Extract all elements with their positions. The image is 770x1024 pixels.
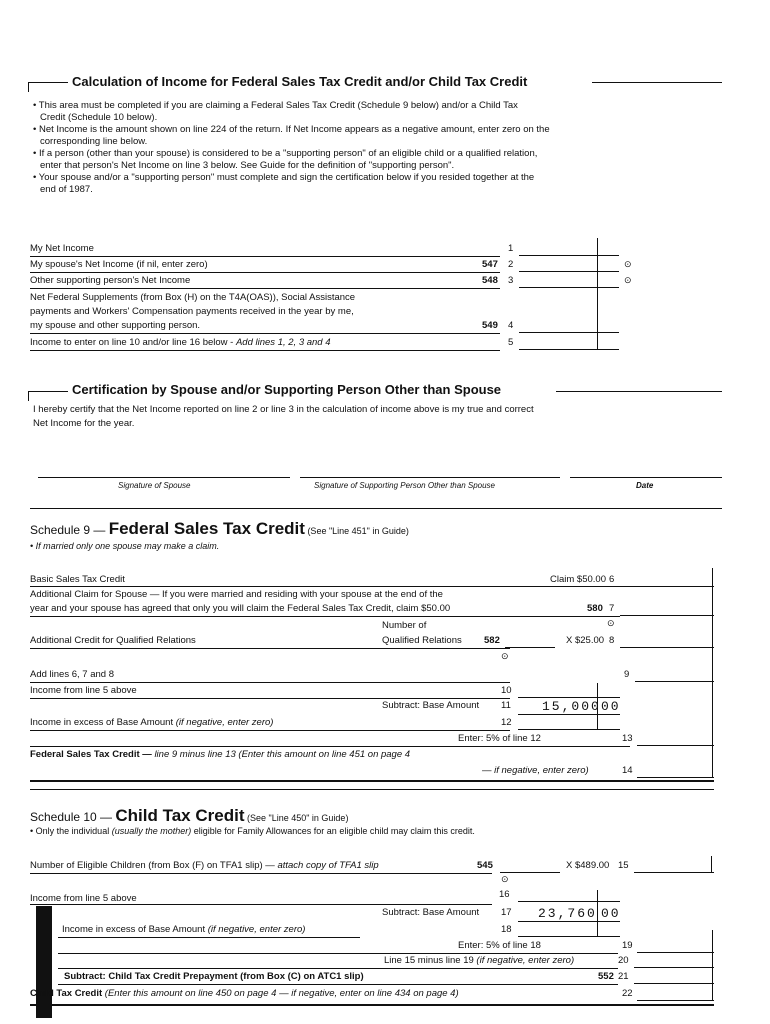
calc-bullet-4b: end of 1987. bbox=[40, 184, 93, 195]
s9-code-582: 582 bbox=[484, 635, 500, 646]
calc-frame-top-right bbox=[592, 82, 722, 83]
s10-x489: X $489.00 bbox=[566, 860, 610, 871]
s9-bottom-rule bbox=[30, 780, 714, 782]
s10-line16-field[interactable] bbox=[518, 901, 620, 902]
s9-addlines: Add lines 6, 7 and 8 bbox=[30, 669, 114, 680]
calc-line1-field[interactable] bbox=[519, 255, 619, 256]
calc-rule-5 bbox=[30, 350, 500, 351]
s10-income5: Income from line 5 above bbox=[30, 893, 137, 904]
s10-enter5: Enter: 5% of line 18 bbox=[458, 940, 541, 951]
calc-line4-code: 549 bbox=[482, 320, 498, 331]
calc-bullet-3: • If a person (other than your spouse) is considered to be a "supporting person" of an eligible child or a qualified relation, bbox=[33, 148, 538, 159]
calc-bullet-1: • This area must be completed if you are claiming a Federal Sales Tax Credit (Schedule 9 below) and/or a Child Tax bbox=[33, 100, 518, 111]
s10-line15-tick bbox=[711, 856, 712, 873]
cert-text-1: I hereby certify that the Net Income reported on line 2 or line 3 in the calculation of income above is my true and correct bbox=[33, 404, 534, 415]
s9-subtract: Subtract: Base Amount bbox=[382, 700, 480, 711]
s9-mark-7: ⊙ bbox=[607, 618, 615, 628]
date-caption: Date bbox=[636, 481, 654, 490]
s9-fstc bbox=[30, 749, 410, 761]
s10-rule-19 bbox=[58, 953, 618, 954]
s9-bottom-rule-2 bbox=[30, 789, 714, 790]
s9-code-580: 580 bbox=[587, 603, 603, 614]
sig-spouse-caption: Signature of Spouse bbox=[118, 481, 191, 490]
s10-right-border bbox=[712, 930, 713, 1001]
s10-rule-18 bbox=[58, 937, 360, 938]
s10-children-it: attach copy of TFA1 slip bbox=[277, 860, 379, 871]
s10-code-552: 552 bbox=[598, 971, 614, 982]
s10-n17: 17 bbox=[501, 907, 512, 918]
s10-note-tail: eligible for Family Allowances for an eligible child may claim this credit. bbox=[191, 826, 475, 836]
cert-frame-top-left bbox=[28, 391, 68, 392]
sig-other-caption: Signature of Supporting Person Other than Spouse bbox=[314, 481, 496, 490]
s10-heading bbox=[30, 806, 348, 826]
s10-line20-field[interactable] bbox=[634, 967, 714, 968]
s10-note-lead: • Only the individual bbox=[30, 826, 112, 836]
s10-children-field[interactable] bbox=[500, 872, 560, 873]
s10-children-lead: Number of Eligible Children (from Box (F) on TFA1 slip) — bbox=[30, 860, 278, 871]
calc-line4-label-b: payments and Workers' Compensation payments received in the year by me, bbox=[30, 306, 354, 317]
calc-bullet-4: • Your spouse and/or a "supporting person" must complete and sign the certification below if you resided together at the bbox=[33, 172, 535, 183]
calc-line4-num: 4 bbox=[508, 320, 514, 331]
cert-frame-top-right bbox=[556, 391, 722, 392]
s9-number-of: Number of bbox=[382, 620, 427, 631]
s10-black-bar bbox=[36, 906, 52, 1018]
s10-bottom-rule bbox=[30, 1004, 714, 1006]
s9-line8-field[interactable] bbox=[620, 647, 714, 648]
s9-n11: 11 bbox=[501, 700, 511, 711]
s10-n21: 21 bbox=[618, 971, 629, 982]
calc-line2-code: 547 bbox=[482, 259, 498, 270]
s9-line7-field[interactable] bbox=[620, 615, 714, 616]
s10-base-amount: 23,760 bbox=[538, 906, 597, 921]
s9-qualrel-field[interactable] bbox=[505, 647, 555, 648]
calc-line5-it: Add lines 1, 2, 3 and 4 bbox=[235, 337, 331, 348]
s9-rule-9 bbox=[30, 682, 510, 683]
s9-rule-12 bbox=[30, 730, 510, 731]
spouse-signature-field[interactable] bbox=[38, 477, 290, 478]
calc-line3-field[interactable] bbox=[519, 287, 619, 288]
s10-line22-field[interactable] bbox=[637, 1000, 714, 1001]
s10-n19: 19 bbox=[622, 940, 633, 951]
calc-rule-1 bbox=[30, 256, 500, 257]
s10-see: (See "Line 450" in Guide) bbox=[244, 813, 349, 823]
s9-rule-6 bbox=[30, 586, 620, 587]
s9-rule-10 bbox=[30, 698, 510, 699]
s9-cents-divider bbox=[597, 683, 598, 730]
s9-n7: 7 bbox=[609, 603, 615, 614]
s10-ctc-it: (Enter this amount on line 450 on page 4 — if negative, enter on line 434 on page 4) bbox=[104, 988, 459, 999]
s10-n16: 16 bbox=[499, 889, 510, 900]
calc-line3-num: 3 bbox=[508, 275, 514, 286]
cert-title: Certification by Spouse and/or Supporting Person Other than Spouse bbox=[72, 382, 502, 397]
cert-frame-left bbox=[28, 391, 29, 401]
s9-excess-lead: Income in excess of Base Amount bbox=[30, 717, 176, 728]
calc-line4-field[interactable] bbox=[519, 332, 619, 333]
s10-children bbox=[30, 860, 379, 872]
s9-qualrel: Qualified Relations bbox=[382, 635, 462, 646]
s10-cents-divider bbox=[597, 890, 598, 937]
s9-add-claim-1: Additional Claim for Spouse — If you were married and residing with your spouse at the end of the bbox=[30, 589, 443, 600]
calc-line4-label-c: my spouse and other supporting person. bbox=[30, 320, 201, 331]
s9-n12: 12 bbox=[501, 717, 512, 728]
calc-line5-num: 5 bbox=[508, 337, 514, 348]
s10-ctc bbox=[30, 988, 459, 1000]
calc-line5-field[interactable] bbox=[519, 349, 619, 350]
s9-line14-field[interactable] bbox=[637, 777, 714, 778]
s9-see: (See "Line 451" in Guide) bbox=[304, 526, 409, 536]
s9-addcredit-label: Additional Credit for Qualified Relations bbox=[30, 635, 196, 646]
s10-excess-lead: Income in excess of Base Amount bbox=[62, 924, 208, 935]
s9-right-border bbox=[712, 568, 713, 778]
date-field[interactable] bbox=[570, 477, 722, 478]
s10-rule-16 bbox=[30, 904, 492, 905]
s10-rule-15 bbox=[30, 873, 492, 874]
s9-line9-field[interactable] bbox=[635, 681, 714, 682]
s9-line6-field[interactable] bbox=[620, 586, 714, 587]
calc-line2-label: My spouse's Net Income (if nil, enter zero) bbox=[30, 259, 208, 270]
s10-rule-20 bbox=[58, 968, 618, 969]
s9-n9: 9 bbox=[624, 669, 630, 680]
s10-l15m bbox=[384, 955, 574, 967]
s10-base-cents: 00 bbox=[601, 906, 621, 921]
s9-base-cents: 00 bbox=[601, 699, 621, 714]
s9-fstc-it: line 9 minus line 13 (Enter this amount on line 451 on page 4 bbox=[154, 749, 411, 760]
s10-ctc-lead: Child Tax Credit bbox=[30, 988, 105, 999]
s9-n8: 8 bbox=[609, 635, 615, 646]
s9-excess bbox=[30, 717, 273, 729]
s9-claim: Claim $50.00 bbox=[550, 574, 606, 585]
s9-lead: Schedule 9 — bbox=[30, 523, 109, 537]
calc-line5-lead: Income to enter on line 10 and/or line 16 below - bbox=[30, 337, 236, 348]
calc-rule-4 bbox=[30, 333, 500, 334]
s10-line19-field[interactable] bbox=[637, 952, 714, 953]
s9-line13-field[interactable] bbox=[637, 745, 714, 746]
s9-line12-field[interactable] bbox=[518, 729, 620, 730]
calc-rule-2 bbox=[30, 272, 500, 273]
s10-l15m-it: (if negative, enter zero) bbox=[476, 955, 575, 966]
s9-n13: 13 bbox=[622, 733, 633, 744]
s9-rule-7 bbox=[30, 616, 620, 617]
s9-base-amount: 15,000 bbox=[542, 699, 601, 714]
s10-code-545: 545 bbox=[477, 860, 493, 871]
calc-line2-num: 2 bbox=[508, 259, 514, 270]
s10-line18-field[interactable] bbox=[518, 936, 620, 937]
calc-line2-field[interactable] bbox=[519, 271, 619, 272]
calc-title: Calculation of Income for Federal Sales Tax Credit and/or Child Tax Credit bbox=[72, 74, 528, 89]
calc-bullet-3b: enter that person's Net Income on line 3 below. See Guide for the definition of "supporting person". bbox=[40, 160, 455, 171]
s9-add-claim-2: year and your spouse has agreed that only you will claim the Federal Sales Tax Credit, claim $50.00 bbox=[30, 603, 451, 614]
calc-bullet-2b: corresponding line below. bbox=[40, 136, 148, 147]
s10-line15-field[interactable] bbox=[634, 872, 714, 873]
s9-note: • If married only one spouse may make a claim. bbox=[30, 541, 220, 551]
calc-frame-top-left bbox=[28, 82, 68, 83]
calc-rule-3 bbox=[30, 288, 500, 289]
s10-title: Child Tax Credit bbox=[115, 806, 245, 825]
cert-bottom-rule bbox=[30, 508, 722, 509]
s9-line10-field[interactable] bbox=[518, 697, 620, 698]
s9-enter5: Enter: 5% of line 12 bbox=[458, 733, 541, 744]
s9-n10: 10 bbox=[501, 685, 512, 696]
s10-n22: 22 bbox=[622, 988, 633, 999]
s9-line11-rule bbox=[518, 714, 620, 715]
s9-basic-label: Basic Sales Tax Credit bbox=[30, 574, 125, 585]
calc-line3-code: 548 bbox=[482, 275, 498, 286]
s9-income5: Income from line 5 above bbox=[30, 685, 137, 696]
s9-n6: 6 bbox=[609, 574, 615, 585]
calc-line1-label: My Net Income bbox=[30, 243, 94, 254]
calc-line1-num: 1 bbox=[508, 243, 514, 254]
s9-mark-8: ⊙ bbox=[501, 651, 509, 661]
calc-line4-label-a: Net Federal Supplements (from Box (H) on the T4A(OAS)), Social Assistance bbox=[30, 292, 356, 303]
s10-n20: 20 bbox=[618, 955, 629, 966]
s9-fstc-it2: — if negative, enter zero) bbox=[482, 765, 589, 776]
calc-frame-left bbox=[28, 82, 29, 92]
s9-fstc-lead: Federal Sales Tax Credit — bbox=[30, 749, 155, 760]
calc-line3-mark: ⊙ bbox=[624, 275, 632, 285]
s10-excess-it: (if negative, enter zero) bbox=[207, 924, 306, 935]
calc-bullet-2: • Net Income is the amount shown on line 224 of the return. If Net Income appears as a negative amount, enter zero on the bbox=[33, 124, 550, 135]
s9-excess-it: (if negative, enter zero) bbox=[175, 717, 274, 728]
s9-n14: 14 bbox=[622, 765, 633, 776]
calc-line5-label bbox=[30, 337, 331, 349]
s10-n18: 18 bbox=[501, 924, 512, 935]
cert-text-2: Net Income for the year. bbox=[33, 418, 135, 429]
calc-line3-label: Other supporting person's Net Income bbox=[30, 275, 191, 286]
calc-cents-divider bbox=[597, 238, 598, 350]
s10-lead: Schedule 10 — bbox=[30, 810, 116, 824]
s9-rule-13 bbox=[30, 746, 630, 747]
s10-prepay: Subtract: Child Tax Credit Prepayment (from Box (C) on ATC1 slip) bbox=[64, 971, 364, 982]
s9-x25: X $25.00 bbox=[566, 635, 605, 646]
calc-line2-mark: ⊙ bbox=[624, 259, 632, 269]
s10-line17-rule bbox=[518, 921, 620, 922]
supporting-signature-field[interactable] bbox=[300, 477, 560, 478]
s10-note bbox=[30, 826, 475, 836]
s10-note-it: (usually the mother) bbox=[111, 826, 192, 836]
calc-bullet-1b: Credit (Schedule 10 below). bbox=[40, 112, 158, 123]
s10-excess bbox=[62, 924, 305, 936]
s10-rule-21 bbox=[58, 984, 618, 985]
s9-title: Federal Sales Tax Credit bbox=[108, 519, 305, 538]
s9-heading bbox=[30, 519, 409, 539]
s10-line21-field[interactable] bbox=[634, 983, 714, 984]
s10-subtract: Subtract: Base Amount bbox=[382, 907, 480, 918]
s10-n15: 15 bbox=[618, 860, 629, 871]
s10-l15m-lead: Line 15 minus line 19 bbox=[384, 955, 477, 966]
s9-rule-8 bbox=[30, 648, 510, 649]
s10-mark-15: ⊙ bbox=[501, 874, 509, 884]
